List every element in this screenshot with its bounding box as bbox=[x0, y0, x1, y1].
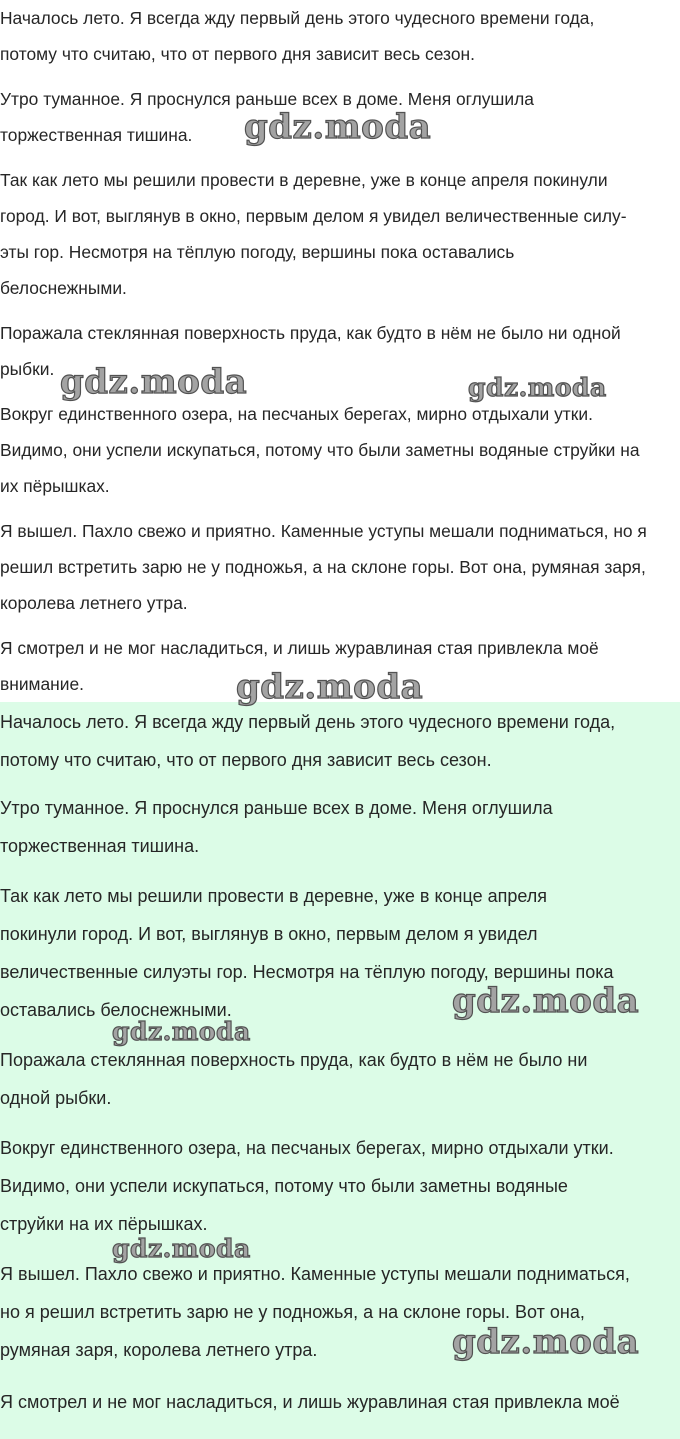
text-line: Я смотрел и не мог насладиться, и лишь журавлиная стая привлекла моё bbox=[0, 638, 599, 658]
text-line: белоснежными. bbox=[0, 278, 127, 298]
text-line: эты гор. Несмотря на тёплую погоду, вершины пока оставались bbox=[0, 242, 515, 262]
paragraph bbox=[0, 162, 680, 306]
text-line: торжественная тишина. bbox=[0, 836, 200, 856]
text-line: Утро туманное. Я проснулся раньше всех в доме. Меня оглушила bbox=[0, 798, 553, 818]
text-line: Началось лето. Я всегда жду первый день этого чудесного времени года, bbox=[0, 8, 595, 28]
paragraph bbox=[0, 630, 680, 702]
text-line: Началось лето. Я всегда жду первый день этого чудесного времени года, bbox=[0, 712, 616, 732]
paragraph bbox=[0, 1383, 680, 1421]
text-line: потому что считаю, что от первого дня зависит весь сезон. bbox=[0, 44, 475, 64]
paragraph bbox=[0, 1255, 680, 1369]
text-line: Вокруг единственного озера, на песчаных берегах, мирно отдыхали утки. bbox=[0, 404, 593, 424]
paragraph bbox=[0, 81, 680, 153]
text-line: торжественная тишина. bbox=[0, 125, 193, 145]
text-line: румяная заря, королева летнего утра. bbox=[0, 1340, 318, 1360]
watermark-logo: gdz.moda bbox=[452, 981, 640, 1021]
text-line: королева летнего утра. bbox=[0, 593, 188, 613]
text-line: покинули город. И вот, выглянув в окно, первым делом я увидел bbox=[0, 924, 538, 944]
text-line: потому что считаю, что от первого дня зависит весь сезон. bbox=[0, 750, 492, 770]
paragraph bbox=[0, 513, 680, 621]
text-line: оставались белоснежными. bbox=[0, 1000, 232, 1020]
corrected-text-block bbox=[0, 702, 680, 1439]
text-line: Я смотрел и не мог насладиться, и лишь журавлиная стая привлекла моё bbox=[0, 1392, 620, 1412]
watermark-logo: gdz.moda bbox=[60, 362, 248, 402]
watermark-logo: gdz.moda bbox=[468, 373, 607, 402]
paragraph bbox=[0, 1129, 680, 1243]
text-line: Вокруг единственного озера, на песчаных берегах, мирно отдыхали утки. bbox=[0, 1138, 614, 1158]
text-line: величественные силуэты гор. Несмотря на тёплую погоду, вершины пока bbox=[0, 962, 614, 982]
paragraph bbox=[0, 703, 680, 779]
watermark-logo: gdz.moda bbox=[452, 1322, 640, 1362]
text-line: Поражала стеклянная поверхность пруда, как будто в нём не было ни одной bbox=[0, 323, 621, 343]
paragraph bbox=[0, 877, 680, 1029]
text-line: но я решил встретить зарю не у подножья, а на склоне горы. Вот она, bbox=[0, 1302, 585, 1322]
original-text-block bbox=[0, 0, 680, 702]
text-line: Видимо, они успели искупаться, потому что были заметны водяные струйки на bbox=[0, 440, 640, 460]
text-line: внимание. bbox=[0, 674, 85, 694]
text-line: Так как лето мы решили провести в деревне, уже в конце апреля покинули bbox=[0, 170, 608, 190]
text-line: струйки на их пёрышках. bbox=[0, 1214, 208, 1234]
text-line: город. И вот, выглянув в окно, первым делом я увидел величественные силу- bbox=[0, 206, 627, 226]
text-line: рыбки. bbox=[0, 359, 55, 379]
paragraph bbox=[0, 789, 680, 865]
text-line: Так как лето мы решили провести в деревне, уже в конце апреля bbox=[0, 886, 548, 906]
paragraph bbox=[0, 1041, 680, 1117]
paragraph bbox=[0, 396, 680, 504]
paragraph bbox=[0, 315, 680, 387]
watermark-logo: gdz.moda bbox=[244, 107, 432, 147]
watermark-logo: gdz.moda bbox=[112, 1234, 251, 1263]
watermark-logo: gdz.moda bbox=[112, 1017, 251, 1046]
text-line: Утро туманное. Я проснулся раньше всех в доме. Меня оглушила bbox=[0, 89, 534, 109]
text-line: решил встретить зарю не у подножья, а на склоне горы. Вот она, румяная заря, bbox=[0, 557, 646, 577]
text-line: Я вышел. Пахло свежо и приятно. Каменные уступы мешали подниматься, но я bbox=[0, 521, 647, 541]
text-line: Видимо, они успели искупаться, потому что были заметны водяные bbox=[0, 1176, 568, 1196]
text-line: Я вышел. Пахло свежо и приятно. Каменные уступы мешали подниматься, bbox=[0, 1264, 630, 1284]
paragraph bbox=[0, 0, 680, 72]
text-line: их пёрышках. bbox=[0, 476, 110, 496]
text-line: одной рыбки. bbox=[0, 1088, 112, 1108]
text-line: Поражала стеклянная поверхность пруда, как будто в нём не было ни bbox=[0, 1050, 588, 1070]
watermark-logo: gdz.moda bbox=[236, 667, 424, 707]
